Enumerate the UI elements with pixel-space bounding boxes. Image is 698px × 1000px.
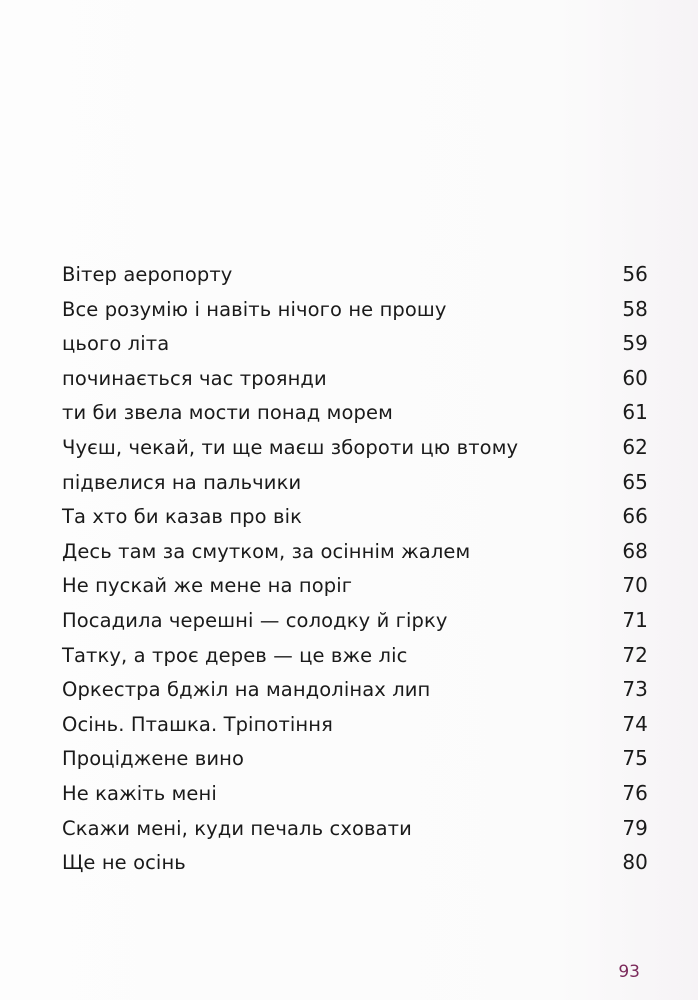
toc-entry-title: цього літа xyxy=(62,332,170,356)
toc-entry-title: Чуєш, чекай, ти ще маєш збороти цю втому xyxy=(62,435,519,459)
toc-entry-page: 72 xyxy=(622,642,648,667)
toc-entry-title: Не пускай же мене на поріг xyxy=(62,574,353,598)
toc-entry-page: 79 xyxy=(622,815,648,840)
toc-entry-page: 60 xyxy=(622,365,648,390)
toc-entry-page: 58 xyxy=(622,296,648,321)
toc-entry-page: 76 xyxy=(622,780,648,805)
toc-entry xyxy=(62,430,648,465)
toc-entry-page: 75 xyxy=(622,746,648,771)
toc-entry xyxy=(62,672,648,707)
toc-entry-page: 56 xyxy=(622,262,648,286)
toc-entry-title: починається час троянди xyxy=(62,366,327,390)
toc-entry-title: Не кажіть мені xyxy=(62,781,217,805)
toc-entry xyxy=(62,534,648,569)
toc-entry xyxy=(62,811,648,846)
toc-entry xyxy=(62,361,648,396)
toc-entry-title: Посадила черешні — солодку й гірку xyxy=(62,608,448,632)
toc-entry-page: 73 xyxy=(622,677,648,702)
toc-entry-page: 61 xyxy=(622,400,648,425)
toc-entry xyxy=(62,845,648,880)
toc-entry-page: 62 xyxy=(622,434,648,459)
toc-entry-title: Ще не осінь xyxy=(62,851,186,875)
toc-entry xyxy=(62,603,648,638)
toc-entry-page: 74 xyxy=(622,711,648,736)
toc-entry xyxy=(62,568,648,603)
toc-entry-title: Все розумію і навіть нічого не прошу xyxy=(62,297,447,321)
toc-entry-page: 70 xyxy=(622,573,648,598)
toc-entry xyxy=(62,741,648,776)
toc-entry xyxy=(62,326,648,361)
toc-entry-page: 68 xyxy=(622,538,648,563)
toc-entry xyxy=(62,465,648,500)
toc-entry-title: ти би звела мости понад морем xyxy=(62,401,393,425)
toc-entry-page: 80 xyxy=(622,850,648,875)
table-of-contents xyxy=(62,257,648,880)
toc-entry xyxy=(62,707,648,742)
toc-entry-title: Оркестра бджіл на мандолінах лип xyxy=(62,678,431,702)
toc-entry-title: Та хто би казав про вік xyxy=(62,505,302,529)
toc-entry-title: Скажи мені, куди печаль сховати xyxy=(62,816,412,840)
toc-entry-title: Проціджене вино xyxy=(62,747,244,771)
page-number: 93 xyxy=(618,962,640,982)
toc-entry-page: 71 xyxy=(622,607,648,632)
toc-entry xyxy=(62,776,648,811)
toc-entry xyxy=(62,257,648,292)
toc-entry-title: Осінь. Пташка. Тріпотіння xyxy=(62,712,333,736)
toc-entry xyxy=(62,395,648,430)
toc-entry-title: Десь там за смутком, за осіннім жалем xyxy=(62,539,471,563)
toc-entry-title: Татку, а троє дерев — це вже ліс xyxy=(62,643,408,667)
toc-entry-page: 59 xyxy=(622,331,648,356)
toc-entry xyxy=(62,499,648,534)
toc-entry-page: 66 xyxy=(622,504,648,529)
toc-entry-title: підвелися на пальчики xyxy=(62,470,302,494)
toc-entry xyxy=(62,638,648,673)
toc-entry-title: Вітер аеропорту xyxy=(62,263,233,286)
toc-entry-page: 65 xyxy=(622,469,648,494)
toc-entry xyxy=(62,292,648,327)
